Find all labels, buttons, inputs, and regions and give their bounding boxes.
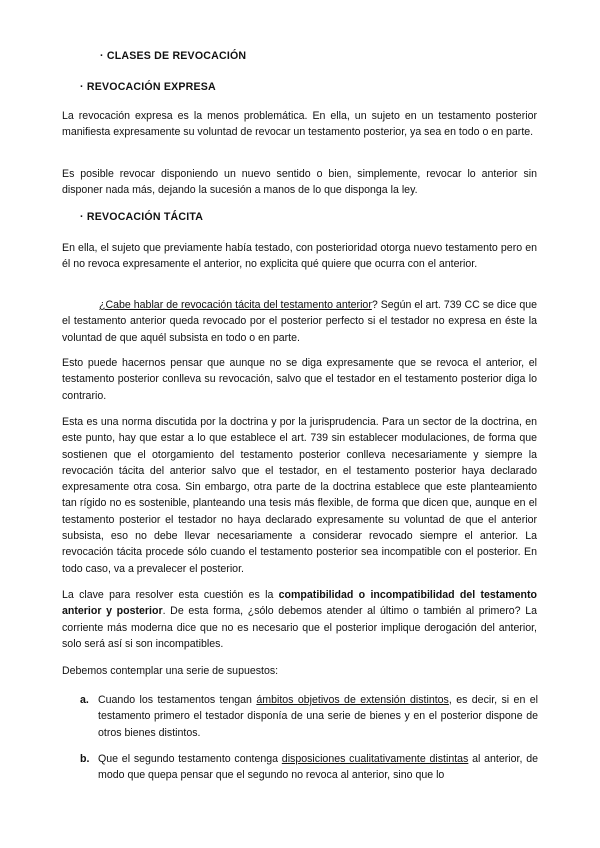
- underlined-question: ¿Cabe hablar de revocación tácita del testamento anterior: [99, 299, 372, 311]
- underlined-term: disposiciones cualitativamente distintas: [281, 753, 469, 765]
- list-item: [80, 751, 538, 784]
- list-marker: b.: [80, 753, 90, 765]
- list-text: , es decir, si en el testamento primero el testador disponía de una serie de bienes y en el posterior dispone de otros bienes distintos.: [98, 694, 538, 739]
- paragraph-text: La clave para resolver esta cuestión es la: [62, 589, 279, 601]
- paragraph-text: . De esta forma, ¿sólo debemos atender al último o también al primero? La corriente más moderna dice que no es necesario que el posterior implique derogación del anterior, solo será así si son incompatibles.: [62, 605, 538, 650]
- list-item: [80, 692, 538, 741]
- paragraph: Debemos contemplar una serie de supuestos:: [62, 665, 279, 677]
- paragraph: Esto puede hacernos pensar que aunque no se diga expresamente que se revoca el anterior, el testamento posterior conlleva su revocación, salvo que el testador en el testamento posterior diga lo contrario.: [62, 357, 537, 402]
- list-text: Que el segundo testamento contenga: [98, 753, 282, 765]
- list-marker: a.: [80, 694, 89, 706]
- list-text: al anterior, de modo que quepa pensar que el segundo no revoca al anterior, sino que lo: [98, 753, 538, 782]
- underlined-term: ámbitos objetivos de extensión distintos: [256, 694, 449, 706]
- list-text: Cuando los testamentos tengan: [98, 694, 257, 706]
- paragraph: [62, 297, 537, 346]
- heading-revocacion-expresa: · REVOCACIÓN EXPRESA: [80, 81, 216, 93]
- paragraph: La revocación expresa es la menos problemática. En ella, un sujeto en un testamento posterior manifiesta expresamente su voluntad de revocar un testamento posterior, ya sea en todo o en parte.: [62, 110, 537, 139]
- paragraph: En ella, el sujeto que previamente había testado, con posterioridad otorga nuevo testamento pero en él no revoca expresamente el anterior, no explicita qué quiere que ocurra con el anterior.: [62, 242, 537, 271]
- heading-clases-de-revocacion: · CLASES DE REVOCACIÓN: [100, 50, 247, 62]
- bold-emphasis: compatibilidad o incompatibilidad del testamento anterior y posterior: [62, 589, 538, 618]
- paragraph: [62, 587, 537, 652]
- paragraph: Es posible revocar disponiendo un nuevo sentido o bien, simplemente, revocar lo anterior sin disponer nada más, dejando la sucesión a manos de lo que disponga la ley.: [62, 168, 537, 197]
- paragraph-text: ? Según el art. 739 CC se dice que el testamento anterior queda revocado por el posterior perfecto si el testador no expresa en éste la voluntad de que aquél subsista en todo o en parte.: [62, 299, 537, 344]
- heading-revocacion-tacita: · REVOCACIÓN TÁCITA: [80, 211, 204, 223]
- paragraph: Esta es una norma discutida por la doctrina y por la jurisprudencia. Para un sector de la doctrina, en este punto, hay que estar a lo que establece el art. 739 sin establecer modulaciones, de forma que sostienen que el otorgamiento del testamento posterior conlleva necesariamente y siempre la revocación tácita del anterior salvo que el testador, en el testamento posterior haya declarado expresamente otra cosa. Sin embargo, otra parte de la doctrina establece que este planteamiento tan rígido no es sostenible, planteando una tesis más flexible, de forma que dicen que, aunque en el testamento posterior el testador no haya declarado expresamente su voluntad de que el anterior subsista, eso no debe llevar necesariamente a considerar revocado siempre el anterior. La revocación tácita procede sólo cuando el testamento posterior sea incompatible con el posterior. En todo caso, va a prevalecer el posterior.: [62, 416, 537, 575]
